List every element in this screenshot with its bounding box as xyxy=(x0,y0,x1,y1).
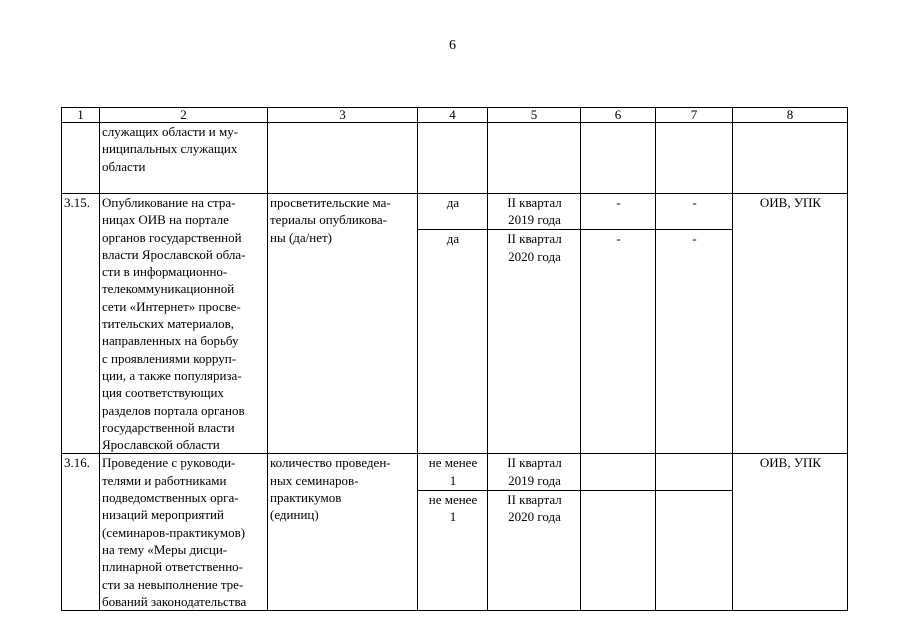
item-3-16-number: 3.16. xyxy=(62,454,100,611)
cont-description-cell xyxy=(100,123,268,194)
period-line: 2019 года xyxy=(508,472,561,488)
item-3-16-period-2019 xyxy=(488,454,581,490)
header-cell-5: 5 xyxy=(488,108,581,123)
item-3-16-value-2020 xyxy=(418,490,488,610)
item-3-16-row-2019 xyxy=(62,454,848,490)
item-3-15-value-2019 xyxy=(418,194,488,230)
desc-line: Проведение с руководи- xyxy=(102,455,236,471)
period-line: II квартал xyxy=(507,195,562,210)
cont-num-cell xyxy=(62,123,100,194)
cont-executor-cell xyxy=(733,123,848,194)
desc-line: государственной власти xyxy=(102,419,235,435)
period-line: II квартал xyxy=(507,231,562,247)
desc-line: с проявлениями корруп- xyxy=(102,350,237,366)
desc-line: ницах ОИВ на портале xyxy=(102,212,229,228)
cont-value-cell xyxy=(418,123,488,194)
value-line: 1 xyxy=(449,472,457,488)
header-cell-4: 4 xyxy=(418,108,488,123)
item-3-15-description xyxy=(100,194,268,454)
item-3-16-col6-2019 xyxy=(581,454,656,490)
desc-line: бований законодательства xyxy=(102,593,247,609)
value-line: не менее xyxy=(428,455,478,471)
period-line: 2020 года xyxy=(508,248,561,264)
desc-line: Опубликование на стра- xyxy=(102,195,236,210)
cont-col6-cell xyxy=(581,123,656,194)
header-cell-8: 8 xyxy=(733,108,848,123)
desc-line: плинарной ответственно- xyxy=(102,559,244,575)
desc-line: телекоммуникационной xyxy=(102,281,235,297)
desc-line: власти Ярославской обла- xyxy=(102,246,246,262)
desc-line: ции, а также популяриза- xyxy=(102,367,242,383)
cont-desc-line: области xyxy=(102,158,146,174)
desc-line: Ярославской области xyxy=(102,437,220,453)
desc-line: органов государственной xyxy=(102,229,242,245)
item-3-16-description xyxy=(100,454,268,611)
desc-line: (семинаров-практикумов) xyxy=(102,524,246,540)
desc-line: подведомственных орга- xyxy=(102,490,239,506)
item-3-15-col7-2020: - xyxy=(656,230,733,454)
item-3-15-number: 3.15. xyxy=(62,194,100,454)
desc-line: направленных на борьбу xyxy=(102,333,239,349)
item-3-15-row-2019 xyxy=(62,194,848,230)
desc-line: сти за невыполнение тре- xyxy=(102,576,244,592)
item-3-15-col6-2019: - xyxy=(581,194,656,230)
cont-col7-cell xyxy=(656,123,733,194)
desc-line: телями и работниками xyxy=(102,472,227,488)
item-3-16-col7-2019 xyxy=(656,454,733,490)
indicator-line: ных семинаров- xyxy=(270,472,359,488)
header-cell-7: 7 xyxy=(656,108,733,123)
header-cell-1: 1 xyxy=(62,108,100,123)
item-3-15-col7-2019: - xyxy=(656,194,733,230)
period-line: 2020 года xyxy=(508,509,561,525)
item-3-15-value-2020 xyxy=(418,230,488,454)
desc-line: на тему «Меры дисци- xyxy=(102,541,228,557)
indicator-line: практикумов xyxy=(270,490,342,506)
desc-line: сти в информационно- xyxy=(102,264,228,280)
header-cell-2: 2 xyxy=(100,108,268,123)
cont-desc-line: ниципальных служащих xyxy=(102,141,238,157)
page-number: 6 xyxy=(449,38,456,53)
period-line: 2019 года xyxy=(508,212,561,228)
period-line: II квартал xyxy=(507,455,562,471)
desc-line: ция соответствующих xyxy=(102,385,224,401)
desc-line: разделов портала органов xyxy=(102,402,245,418)
value-line: да xyxy=(446,231,460,247)
desc-line: тительских материалов, xyxy=(102,316,235,332)
item-3-16-value-2019 xyxy=(418,454,488,490)
item-3-16-executor: ОИВ, УПК xyxy=(733,454,848,611)
item-3-15-period-2019 xyxy=(488,194,581,230)
desc-line: низаций мероприятий xyxy=(102,507,224,523)
item-3-16-indicator xyxy=(268,454,418,611)
value-line: 1 xyxy=(449,509,457,525)
header-cell-6: 6 xyxy=(581,108,656,123)
indicator-line: териалы опубликова- xyxy=(270,212,388,228)
indicator-line: ны (да/нет) xyxy=(270,229,333,245)
item-3-15-executor: ОИВ, УПК xyxy=(733,194,848,454)
item-3-15-indicator xyxy=(268,194,418,454)
value-line: да xyxy=(446,195,460,210)
cont-period-cell xyxy=(488,123,581,194)
indicator-line: количество проведен- xyxy=(270,455,391,471)
cont-desc-line: служащих области и му- xyxy=(102,124,239,139)
item-3-15-period-2020 xyxy=(488,230,581,454)
header-cell-3: 3 xyxy=(268,108,418,123)
indicator-line: просветительские ма- xyxy=(270,195,391,210)
item-3-15-col6-2020: - xyxy=(581,230,656,454)
measures-table xyxy=(61,107,848,611)
item-3-16-col6-2020 xyxy=(581,490,656,610)
value-line: не менее xyxy=(428,491,478,507)
item-3-16-period-2020 xyxy=(488,490,581,610)
item-3-16-col7-2020 xyxy=(656,490,733,610)
cont-indicator-cell xyxy=(268,123,418,194)
header-row xyxy=(62,108,848,123)
desc-line: сети «Интернет» просве- xyxy=(102,298,241,314)
period-line: II квартал xyxy=(507,491,562,507)
continuation-row xyxy=(62,123,848,194)
indicator-line: (единиц) xyxy=(270,507,319,523)
